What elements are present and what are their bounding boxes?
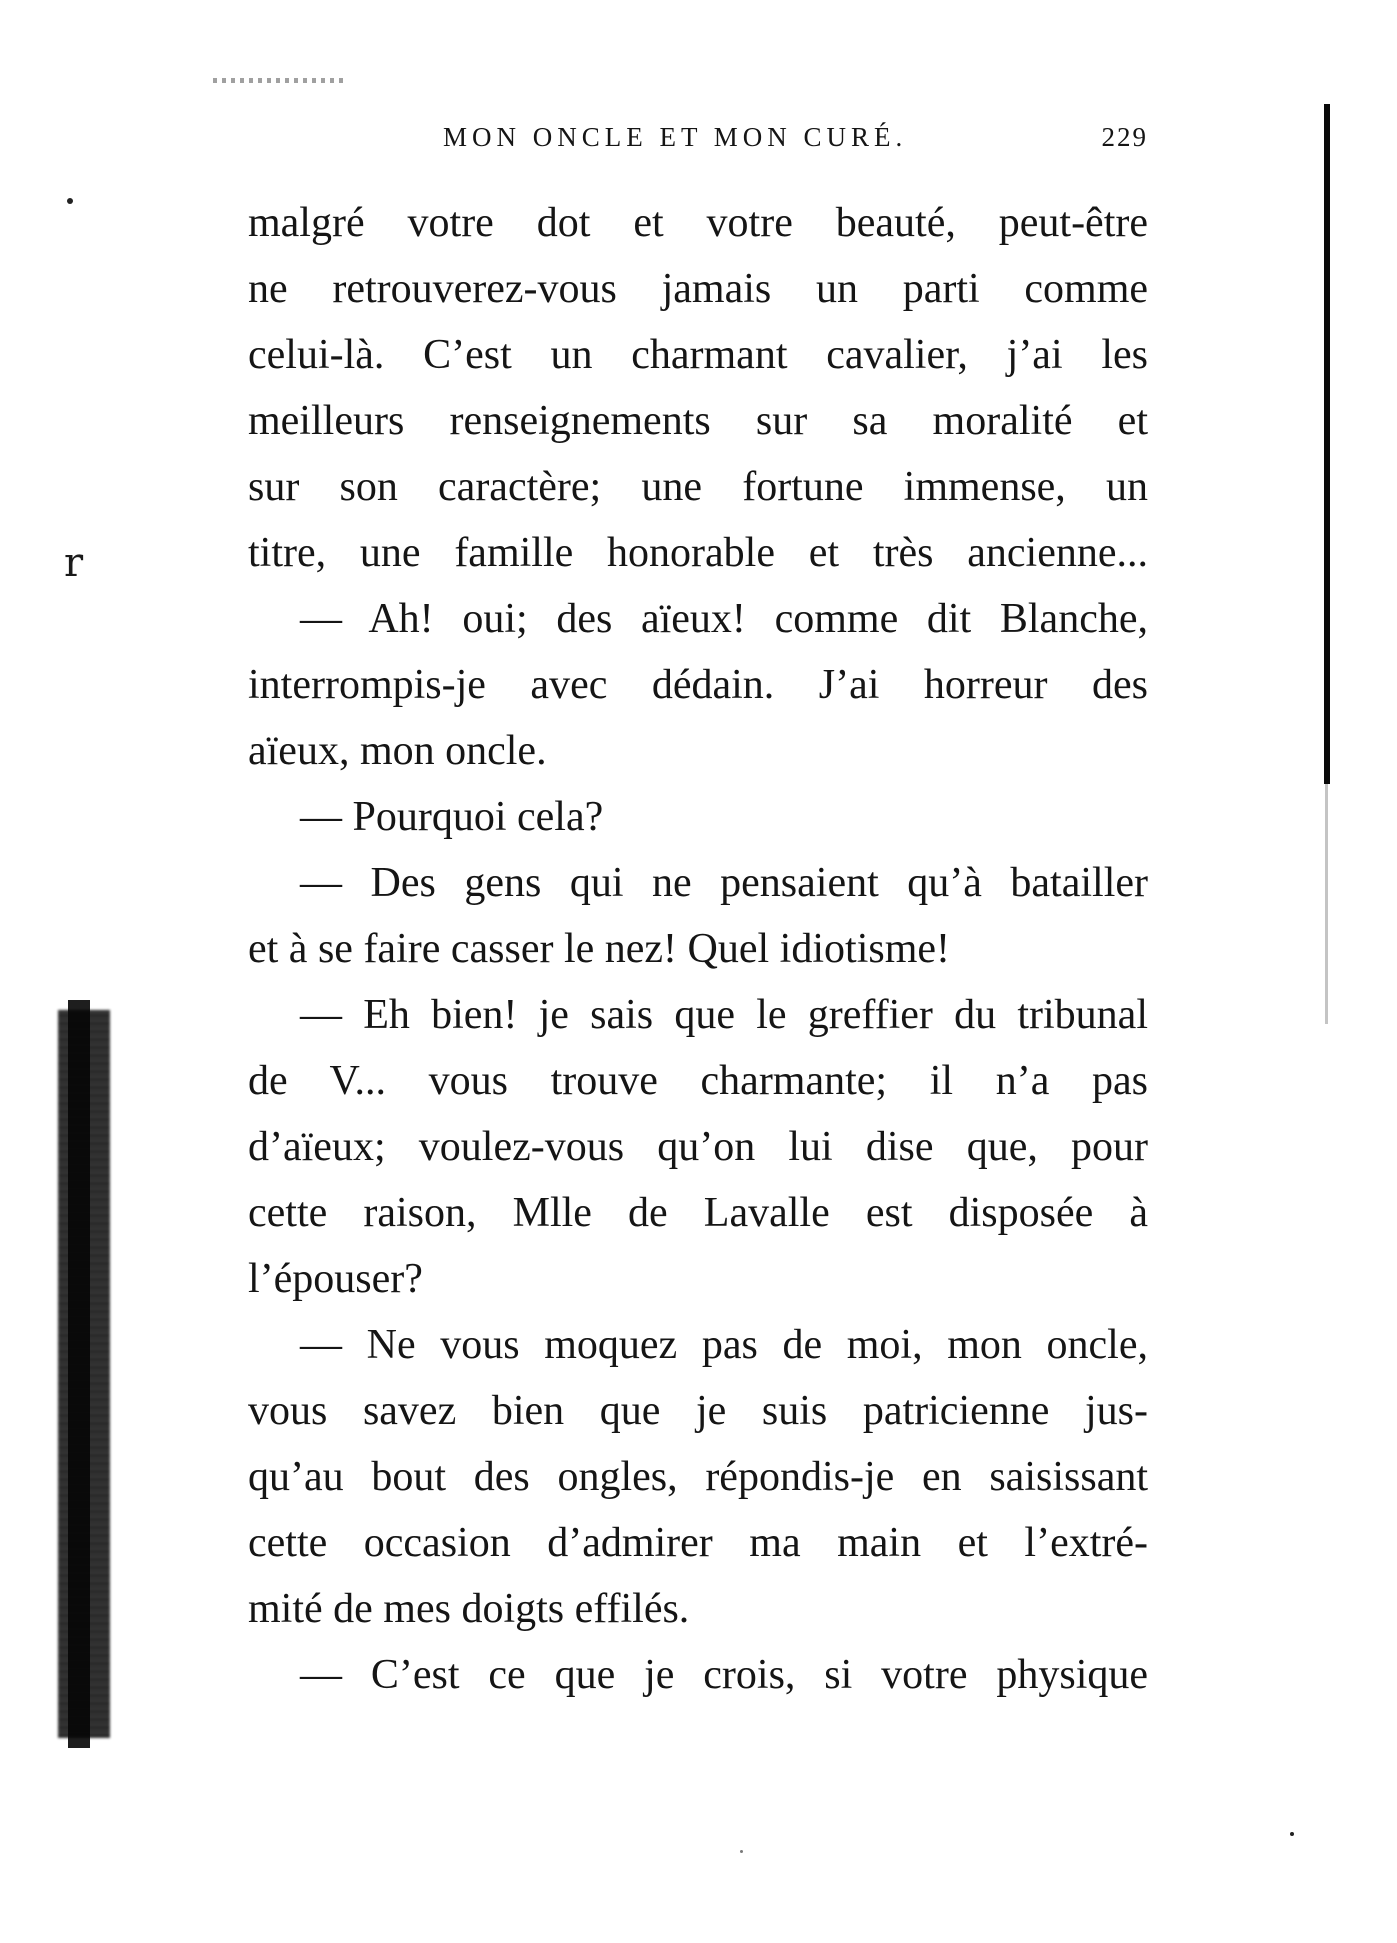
- text-line: interrompis-je avec dédain. J’ai horreur des: [248, 662, 1148, 708]
- text-line: aïeux, mon oncle.: [248, 728, 547, 774]
- text-line: cette raison, Mlle de Lavalle est disposée à: [248, 1190, 1148, 1236]
- text-line: — Ah! oui; des aïeux! comme dit Blanche,: [300, 596, 1148, 642]
- body-text: [248, 190, 1148, 1708]
- text-line: de V... vous trouve charmante; il n’a pas: [248, 1058, 1148, 1104]
- text-line: titre, une famille honorable et très ancienne...: [248, 530, 1148, 576]
- speck: [740, 1850, 743, 1853]
- text-line: qu’au bout des ongles, répondis-je en saisissant: [248, 1454, 1148, 1500]
- speck: [1290, 1832, 1294, 1836]
- margin-mark: r: [64, 540, 84, 586]
- ink-smudge: [213, 78, 343, 83]
- text-line: — Des gens qui ne pensaient qu’à batailler: [300, 860, 1148, 906]
- text-line: celui-là. C’est un charmant cavalier, j’ai les: [248, 332, 1148, 378]
- running-title: MON ONCLE ET MON CURÉ.: [443, 122, 908, 152]
- page-number: 229: [1101, 122, 1148, 152]
- text-line: mité de mes doigts effilés.: [248, 1586, 690, 1632]
- text-line: vous savez bien que je suis patricienne jus-: [248, 1388, 1148, 1434]
- text-line: — C’est ce que je crois, si votre physique: [300, 1652, 1148, 1698]
- text-line: meilleurs renseignements sur sa moralité et: [248, 398, 1148, 444]
- running-head: [248, 122, 1148, 162]
- page-edge-rule-faint: [1325, 784, 1328, 1024]
- text-line: — Ne vous moquez pas de moi, mon oncle,: [300, 1322, 1148, 1368]
- text-line: cette occasion d’admirer ma main et l’extré-: [248, 1520, 1148, 1566]
- text-line: ne retrouverez-vous jamais un parti comme: [248, 266, 1148, 312]
- text-line: malgré votre dot et votre beauté, peut-être: [248, 200, 1148, 246]
- binding-shadow-core: [68, 1000, 90, 1748]
- text-line: — Eh bien! je sais que le greffier du tribunal: [300, 992, 1148, 1038]
- speck: [67, 198, 73, 204]
- text-line: sur son caractère; une fortune immense, un: [248, 464, 1148, 510]
- text-line: et à se faire casser le nez! Quel idiotisme!: [248, 926, 951, 972]
- text-line: l’épouser?: [248, 1256, 423, 1302]
- text-line: d’aïeux; voulez-vous qu’on lui dise que, pour: [248, 1124, 1148, 1170]
- page-edge-rule: [1324, 104, 1330, 784]
- text-line: — Pourquoi cela?: [300, 794, 604, 840]
